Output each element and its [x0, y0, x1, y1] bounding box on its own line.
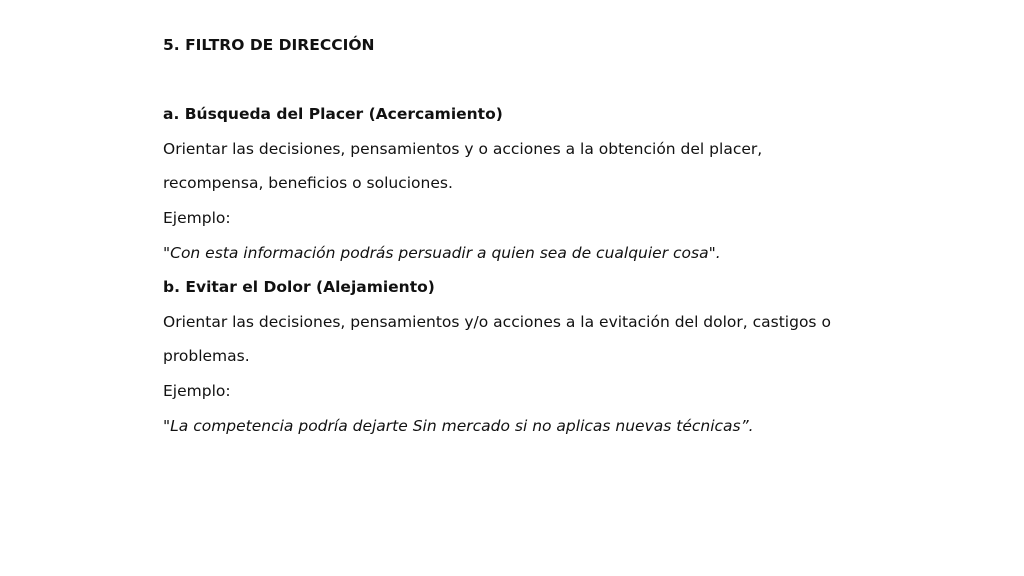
spacer [163, 63, 883, 98]
part-b-example-text: "La competencia podría dejarte Sin mercado si no aplicas nuevas técnicas”. [163, 416, 754, 435]
part-b-description-line2: problemas. [163, 347, 250, 366]
part-a-example-text: "Con esta información podrás persuadir a quien sea de cualquier cosa". [163, 243, 721, 262]
section-title: 5. FILTRO DE DIRECCIÓN [163, 36, 375, 54]
part-b-description-line1: Orientar las decisiones, pensamientos y/o acciones a la evitación del dolor, castigos o [163, 312, 831, 331]
part-b-example-label: Ejemplo: [163, 381, 231, 400]
part-a-description-line2: recompensa, beneficios o soluciones. [163, 174, 453, 193]
part-b-heading: b. Evitar el Dolor (Alejamiento) [163, 278, 435, 297]
part-a-example-label: Ejemplo: [163, 208, 231, 227]
slide-content [163, 28, 883, 443]
part-a-heading: a. Búsqueda del Placer (Acercamiento) [163, 105, 503, 124]
part-a-description-line1: Orientar las decisiones, pensamientos y o acciones a la obtención del placer, [163, 139, 763, 158]
